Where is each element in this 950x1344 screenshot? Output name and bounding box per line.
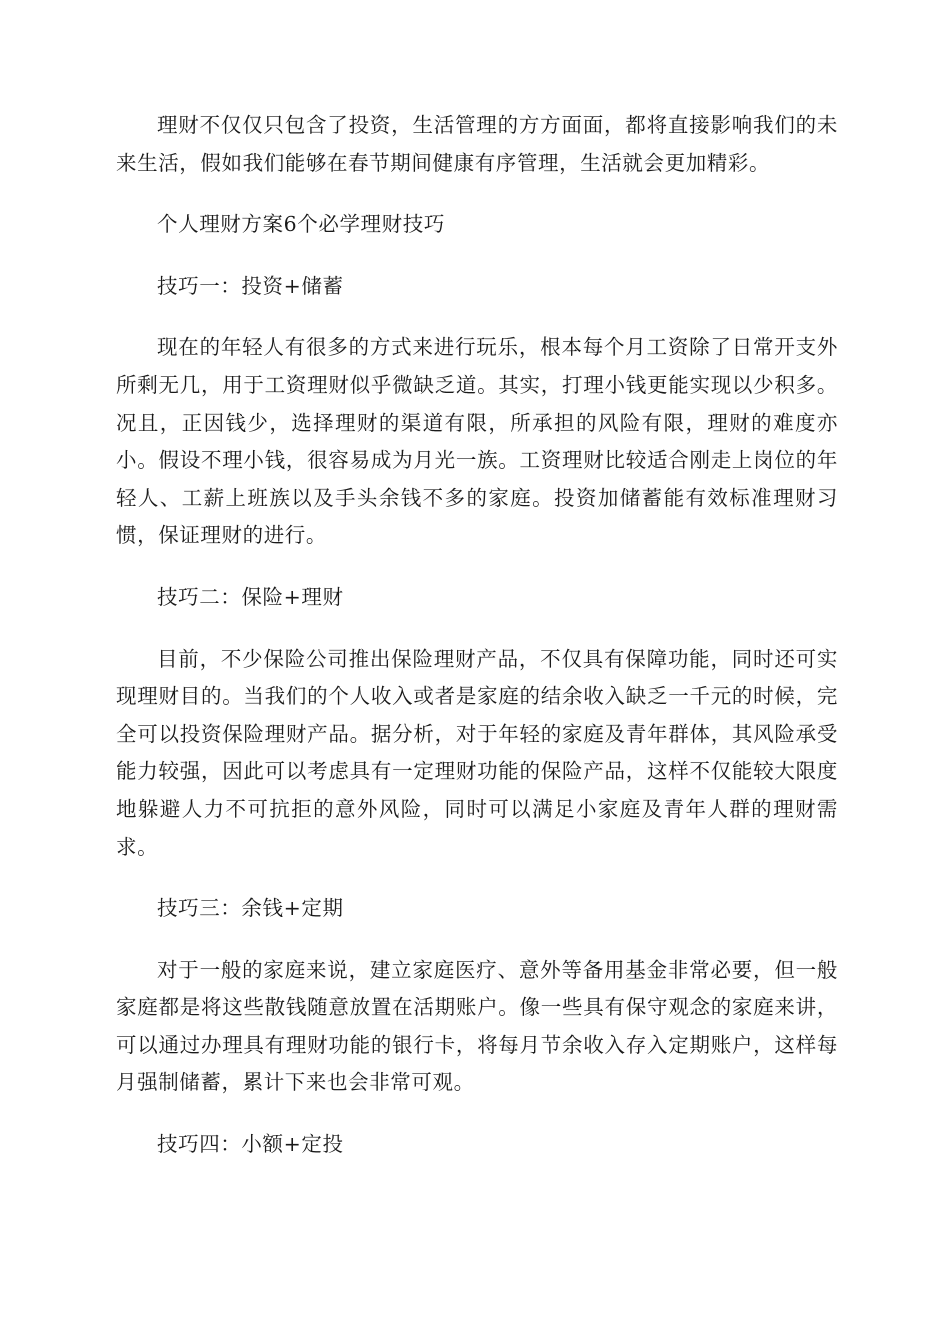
tip-1-heading: 技巧一：投资+储蓄 xyxy=(157,273,344,298)
intro-paragraph: 理财不仅仅只包含了投资，生活管理的方方面面，都将直接影响我们的未来生活，假如我们能够在春节期间健康有序管理，生活就会更加精彩。 xyxy=(116,113,838,175)
tip-2-paragraph: 目前，不少保险公司推出保险理财产品，不仅具有保障功能，同时还可实现理财目的。当我们的个人收入或者是家庭的结余收入缺乏一千元的时候，完全可以投资保险理财产品。据分析，对于年轻的家庭及青年群体，其风险承受能力较强，因此可以考虑具有一定理财功能的保险产品，这样不仅能较大限度地躲避人力不可抗拒的意外风险，同时可以满足小家庭及青年人群的理财需求。 xyxy=(116,646,838,859)
tip-4-heading: 技巧四：小额+定投 xyxy=(157,1132,344,1157)
document-body xyxy=(116,107,838,1164)
tip-3-heading: 技巧三：余钱+定期 xyxy=(157,896,344,921)
tip-2-heading: 技巧二：保险+理财 xyxy=(157,584,344,609)
tip-1-paragraph: 现在的年轻人有很多的方式来进行玩乐，根本每个月工资除了日常开支外所剩无几，用于工资理财似乎微缺乏道。其实，打理小钱更能实现以少积多。况且，正因钱少，选择理财的渠道有限，所承担的风险有限，理财的难度亦小。假设不理小钱，很容易成为月光一族。工资理财比较适合刚走上岗位的年轻人、工薪上班族以及手头余钱不多的家庭。投资加储蓄能有效标准理财习惯，保证理财的进行。 xyxy=(116,335,838,548)
section-title: 个人理财方案6个必学理财技巧 xyxy=(157,212,445,237)
tip-3-paragraph: 对于一般的家庭来说，建立家庭医疗、意外等备用基金非常必要，但一般家庭都是将这些散钱随意放置在活期账户。像一些具有保守观念的家庭来讲，可以通过办理具有理财功能的银行卡，将每月节余收入存入定期账户，这样每月强制储蓄，累计下来也会非常可观。 xyxy=(116,957,838,1095)
